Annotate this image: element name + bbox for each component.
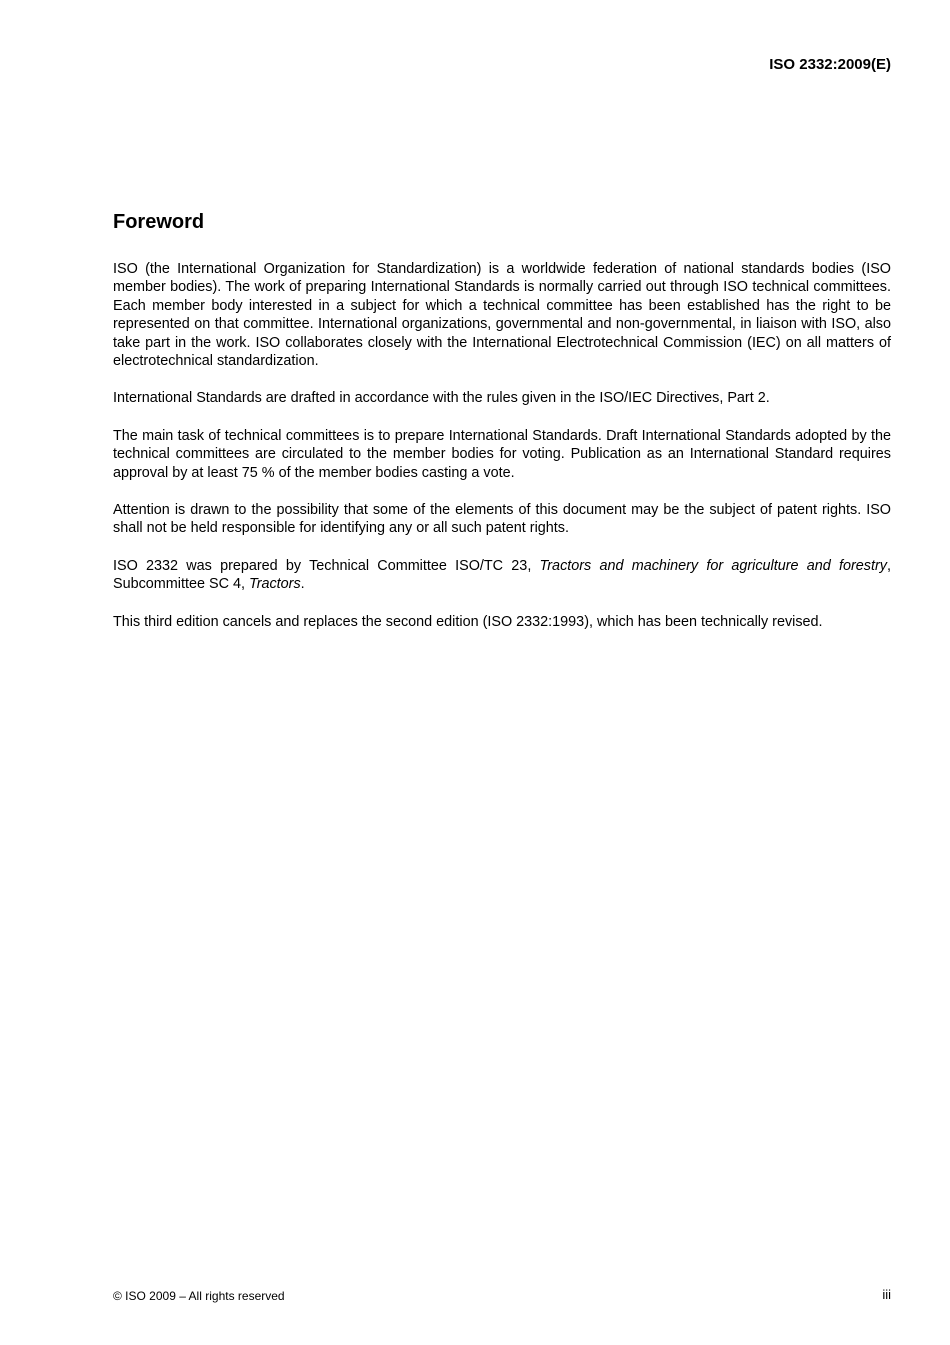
paragraph-directives: International Standards are drafted in accordance with the rules given in the ISO/IEC Directives, Part 2. bbox=[113, 390, 770, 407]
preparation-suffix: . bbox=[300, 576, 305, 593]
paragraph-main-task: The main task of technical committees is to prepare International Standards. Draft International Standards adopted by the technical committees are circulated to the member bodies for voting. Publication as an International Standard requires approval by at least 75 % of the member bodies casting a vote. bbox=[113, 427, 891, 481]
document-identifier: ISO 2332:2009(E) bbox=[769, 56, 891, 73]
copyright-notice: © ISO 2009 – All rights reserved bbox=[113, 1289, 285, 1303]
preparation-middle: , Subcommittee SC 4, bbox=[113, 557, 891, 593]
paragraph-iso-intro: ISO (the International Organization for Standardization) is a worldwide federation of national standards bodies (ISO member bodies). The work of preparing International Standards is normally carried out through ISO technical committees. Each member body interested in a subject for which a technical committee has been established has the right to be represented on that committee. International organizations, governmental and non-governmental, in liaison with ISO, also take part in the work. ISO collaborates closely with the International Electrotechnical Commission (IEC) on all matters of electrotechnical standardization. bbox=[113, 261, 891, 370]
paragraph-preparation bbox=[113, 557, 891, 594]
committee-title: Tractors and machinery for agriculture and forestry bbox=[539, 557, 887, 574]
page-number: iii bbox=[882, 1287, 891, 1302]
section-heading: Foreword bbox=[113, 211, 205, 233]
paragraph-patent-notice: Attention is drawn to the possibility that some of the elements of this document may be the subject of patent rights. ISO shall not be held responsible for identifying any or all such patent rights. bbox=[113, 502, 891, 537]
preparation-prefix: ISO 2332 was prepared by Technical Committee ISO/TC 23, bbox=[113, 557, 540, 574]
subcommittee-title: Tractors bbox=[248, 576, 301, 593]
paragraph-edition-note: This third edition cancels and replaces the second edition (ISO 2332:1993), which has been technically revised. bbox=[113, 613, 823, 630]
foreword-body bbox=[113, 260, 891, 650]
